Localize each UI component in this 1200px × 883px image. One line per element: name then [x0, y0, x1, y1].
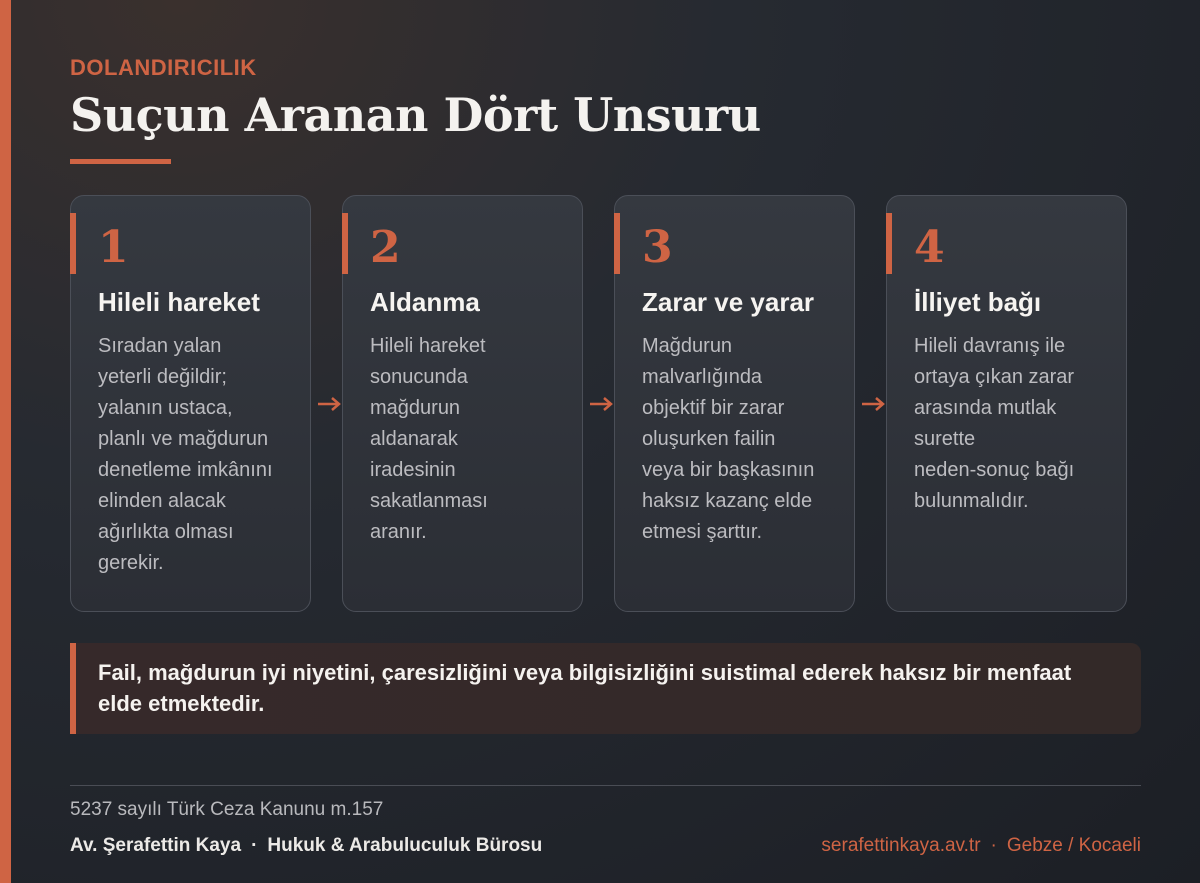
- card-line: denetleme imkânını: [98, 459, 273, 481]
- eyebrow-label: DOLANDIRICILIK: [70, 55, 257, 80]
- card-line: sakatlanması: [370, 490, 488, 512]
- card-line: yalanın ustaca,: [98, 397, 233, 419]
- location-text: Gebze / Kocaeli: [1006, 835, 1141, 856]
- callout-text: Fail, mağdurun iyi niyetini, çaresizliğini veya bilgisizliğini suistimal ederek haksız bir menfaat elde etmektedir.: [98, 660, 1072, 716]
- card-description: [370, 331, 570, 548]
- card-line: elinden alacak: [98, 490, 226, 512]
- card-number: 4: [914, 222, 945, 273]
- author-name: Av. Şerafettin Kaya: [70, 835, 242, 856]
- card-line: aldanarak: [370, 428, 458, 450]
- card-description: [914, 331, 1114, 517]
- card-line: haksız kazanç elde: [642, 490, 813, 512]
- card-line: Sıradan yalan: [98, 335, 222, 357]
- footer-contact: [821, 835, 1141, 857]
- card-line: sonucunda: [370, 366, 468, 388]
- page-title: Suçun Aranan Dört Unsuru: [70, 88, 761, 142]
- card-line: iradesinin: [370, 459, 456, 481]
- office-name: Hukuk & Arabuluculuk Bürosu: [267, 835, 543, 856]
- element-card-3: [614, 195, 855, 612]
- card-heading: Aldanma: [370, 287, 480, 317]
- card-line: gerekir.: [98, 552, 164, 574]
- title-underline: [70, 159, 171, 164]
- website-link[interactable]: serafettinkaya.av.tr: [821, 835, 981, 856]
- card-line: objektif bir zarar: [642, 397, 785, 419]
- element-card-1: [70, 195, 311, 612]
- card-number: 1: [98, 222, 129, 273]
- element-card-4: [886, 195, 1127, 612]
- summary-callout: [70, 643, 1141, 734]
- card-number: 3: [642, 222, 673, 273]
- footer-divider: [70, 785, 1141, 786]
- card-line: Mağdurun: [642, 335, 733, 357]
- card-line: yeterli değildir;: [98, 366, 227, 388]
- left-accent-bar: [0, 0, 11, 883]
- card-line: aranır.: [370, 521, 427, 543]
- card-accent-mark: [70, 213, 76, 274]
- card-accent-mark: [614, 213, 620, 274]
- card-heading: Zarar ve yarar: [642, 287, 815, 317]
- card-line: oluşurken failin: [642, 428, 776, 450]
- card-line: veya bir başkasının: [642, 459, 815, 481]
- card-line: Hileli davranış ile: [914, 335, 1066, 357]
- card-number: 2: [370, 222, 401, 273]
- arrow-right-icon: [317, 395, 343, 413]
- card-accent-mark: [886, 213, 892, 274]
- card-heading: Hileli hareket: [98, 287, 260, 317]
- card-heading: İlliyet bağı: [914, 287, 1042, 317]
- arrow-right-icon: [589, 395, 615, 413]
- card-line: arasında mutlak: [914, 397, 1057, 419]
- card-line: ortaya çıkan zarar: [914, 366, 1075, 388]
- card-description: [642, 331, 842, 548]
- card-line: bulunmalıdır.: [914, 490, 1029, 512]
- card-description: [98, 331, 298, 579]
- card-line: ağırlıkta olması: [98, 521, 234, 543]
- card-line: mağdurun: [370, 397, 461, 419]
- card-line: planlı ve mağdurun: [98, 428, 269, 450]
- arrow-right-icon: [861, 395, 887, 413]
- card-accent-mark: [342, 213, 348, 274]
- legal-source: 5237 sayılı Türk Ceza Kanunu m.157: [70, 799, 384, 820]
- element-card-2: [342, 195, 583, 612]
- separator: ·: [990, 835, 997, 856]
- card-line: neden-sonuç bağı: [914, 459, 1075, 481]
- footer-signature: [70, 835, 542, 857]
- card-line: Hileli hareket: [370, 335, 486, 357]
- card-line: etmesi şarttır.: [642, 521, 763, 543]
- card-line: malvarlığında: [642, 366, 763, 388]
- separator: ·: [251, 835, 258, 856]
- card-line: surette: [914, 428, 976, 450]
